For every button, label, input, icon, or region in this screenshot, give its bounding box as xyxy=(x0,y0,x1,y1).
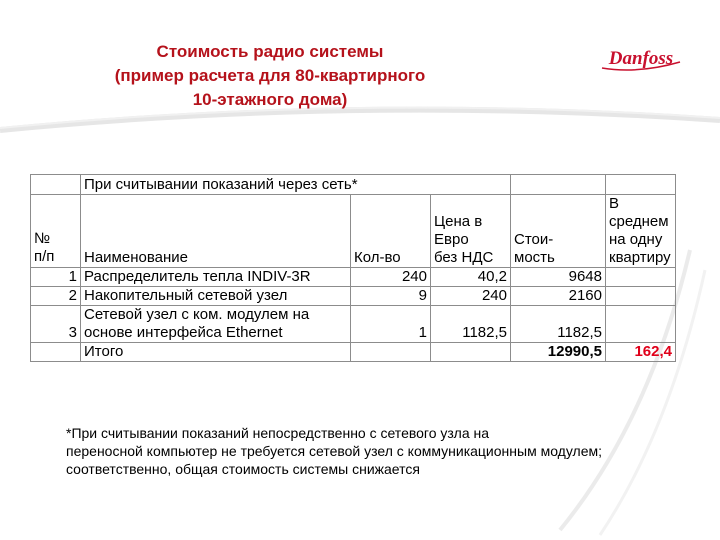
row-per-apt xyxy=(606,268,676,287)
header-cost-line: мость xyxy=(514,249,555,266)
row-cost: 9648 xyxy=(511,268,606,287)
header-per-apartment xyxy=(606,195,676,268)
table-header-row xyxy=(31,195,676,268)
header-per-apt-line: В xyxy=(609,195,620,212)
footnote-line: соответственно, общая стоимость системы снижается xyxy=(66,461,420,477)
header-price-line: без НДС xyxy=(434,249,494,266)
header-qty: Кол-во xyxy=(351,195,431,268)
row-name xyxy=(81,306,351,343)
footnote-line: *При считывании показаний непосредственно с сетевого узла на xyxy=(66,425,490,441)
title-line-1: Стоимость радио системы xyxy=(156,42,384,61)
table-caption: При считывании показаний через сеть* xyxy=(81,175,511,195)
header-price xyxy=(431,195,511,268)
row-num: 2 xyxy=(31,287,81,306)
total-label: Итого xyxy=(81,343,351,362)
table-row xyxy=(31,287,676,306)
table-caption-row xyxy=(31,175,676,195)
header-num-line: № xyxy=(34,230,51,247)
cost-table xyxy=(30,174,676,362)
row-name: Распределитель тепла INDIV-3R xyxy=(81,268,351,287)
header-price-line: Цена в xyxy=(434,213,483,230)
table-row xyxy=(31,306,676,343)
table-row xyxy=(31,268,676,287)
header-price-line: Евро xyxy=(434,231,469,248)
row-name-line: Сетевой узел с ком. модулем на xyxy=(84,306,310,323)
row-qty: 1 xyxy=(351,306,431,343)
title-line-2: (пример расчета для 80-квартирного xyxy=(114,66,426,85)
row-name: Накопительный сетевой узел xyxy=(81,287,351,306)
row-qty: 9 xyxy=(351,287,431,306)
row-name-line: основе интерфейса Ethernet xyxy=(84,324,283,341)
total-per-apartment: 162,4 xyxy=(606,343,676,362)
header-num-line: п/п xyxy=(34,248,55,265)
logo-text: Danfoss xyxy=(608,48,674,69)
row-cost: 1182,5 xyxy=(511,306,606,343)
row-price: 1182,5 xyxy=(431,306,511,343)
row-cost: 2160 xyxy=(511,287,606,306)
row-per-apt xyxy=(606,306,676,343)
row-num: 3 xyxy=(31,306,81,343)
row-num: 1 xyxy=(31,268,81,287)
header-cost xyxy=(511,195,606,268)
footnote-line: переносной компьютер не требуется сетевой узел с коммуникационным модулем; xyxy=(66,443,603,459)
danfoss-logo xyxy=(598,44,684,76)
total-row xyxy=(31,343,676,362)
title-line-3: 10-этажного дома) xyxy=(192,90,348,109)
row-price: 40,2 xyxy=(431,268,511,287)
row-qty: 240 xyxy=(351,268,431,287)
footnote xyxy=(66,424,706,478)
header-per-apt-line: на одну xyxy=(609,231,663,248)
row-price: 240 xyxy=(431,287,511,306)
header-per-apt-line: квартиру xyxy=(609,249,671,266)
slide-title xyxy=(60,40,480,112)
header-name: Наименование xyxy=(81,195,351,268)
header-cost-line: Стои- xyxy=(514,231,554,248)
header-per-apt-line: среднем xyxy=(609,213,669,230)
row-per-apt xyxy=(606,287,676,306)
total-cost: 12990,5 xyxy=(511,343,606,362)
header-num xyxy=(31,195,81,268)
